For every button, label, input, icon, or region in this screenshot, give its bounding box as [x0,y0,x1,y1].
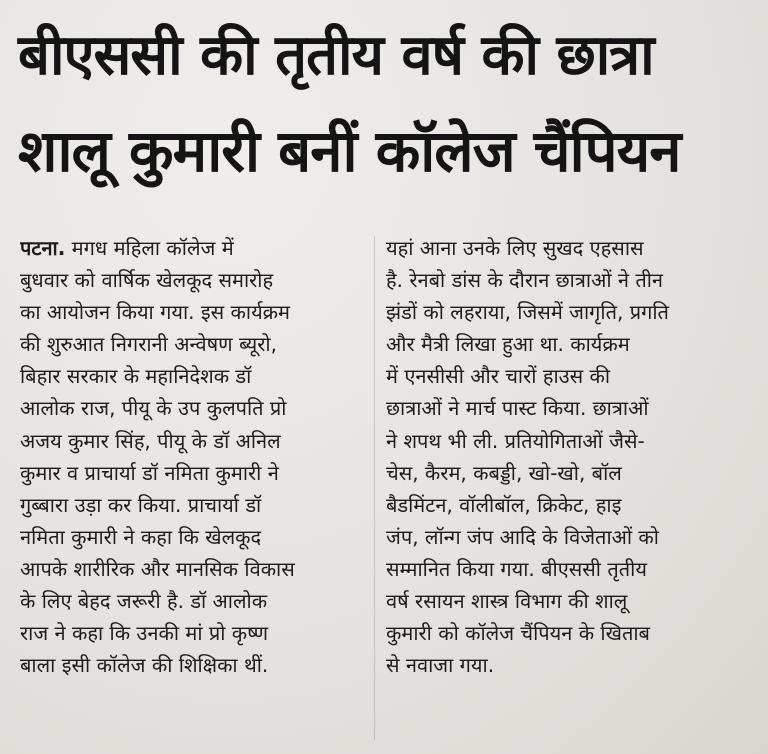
dateline: पटना. [20,236,66,260]
text-line: चेस, कैरम, कबड्डी, खो-खो, बॉल [386,460,622,485]
text-line: यहां आना उनके लिए सुखद एहसास [386,236,644,260]
text-line: की शुरुआत निगरानी अन्वेषण ब्यूरो, [20,332,277,357]
text-line: नमिता कुमारी ने कहा कि खेलकूद [20,524,262,549]
article-column-right [386,232,750,681]
text-line: पटना. मगध महिला कॉलेज में [20,236,234,260]
headline-line-1: बीएससी की तृतीय वर्ष की छात्रा [18,23,654,88]
text-line: सम्मानित किया गया. बीएससी तृतीय [386,556,647,581]
text-line: आलोक राज, पीयू के उप कुलपति प्रो [20,396,287,421]
headline-line-2: शालू कुमारी बनीं कॉलेज चैंपियन [18,117,681,185]
text-line: वर्ष रसायन शास्त्र विभाग की शालू [386,589,628,614]
text-line: कुमारी को कॉलेज चैंपियन के खिताब [386,621,650,646]
text-line: गुब्बारा उड़ा कर किया. प्राचार्या डॉ [20,492,262,517]
text-line: जंप, लॉन्ग जंप आदि के विजेताओं को [386,524,659,549]
article-column-left [20,232,362,681]
text-line: बाला इसी कॉलेज की शिक्षिका थीं. [20,653,269,678]
text-line: छात्राओं ने मार्च पास्ट किया. छात्राओं [386,396,649,421]
text-line: में एनसीसी और चारों हाउस की [386,364,611,389]
text-line: है. रेनबो डांस के दौरान छात्राओं ने तीन [386,268,664,293]
text-line: राज ने कहा कि उनकी मां प्रो कृष्ण [20,621,269,646]
text-line: अजय कुमार सिंह, पीयू के डॉ अनिल [20,428,281,453]
text-line: का आयोजन किया गया. इस कार्यक्रम [20,300,291,325]
text-line: बैडमिंटन, वॉलीबॉल, क्रिकेट, हाइ [386,492,622,517]
text-line: के लिए बेहद जरूरी है. डॉ आलोक [20,589,268,614]
text-line: कुमार व प्राचार्या डॉ नमिता कुमारी ने [20,460,279,485]
text-line: और मैत्री लिखा हुआ था. कार्यक्रम [386,332,630,357]
text-line: बुधवार को वार्षिक खेलकूद समारोह [20,268,274,293]
text-line: से नवाजा गया. [386,653,495,678]
text-line: बिहार सरकार के महानिदेशक डॉ [20,364,252,389]
text-line: ने शपथ भी ली. प्रतियोगिताओं जैसे- [386,428,645,453]
text-line: आपके शारीरिक और मानसिक विकास [20,556,295,581]
column-divider [374,236,375,740]
text-line: झंडों को लहराया, जिसमें जागृति, प्रगति [386,300,669,325]
